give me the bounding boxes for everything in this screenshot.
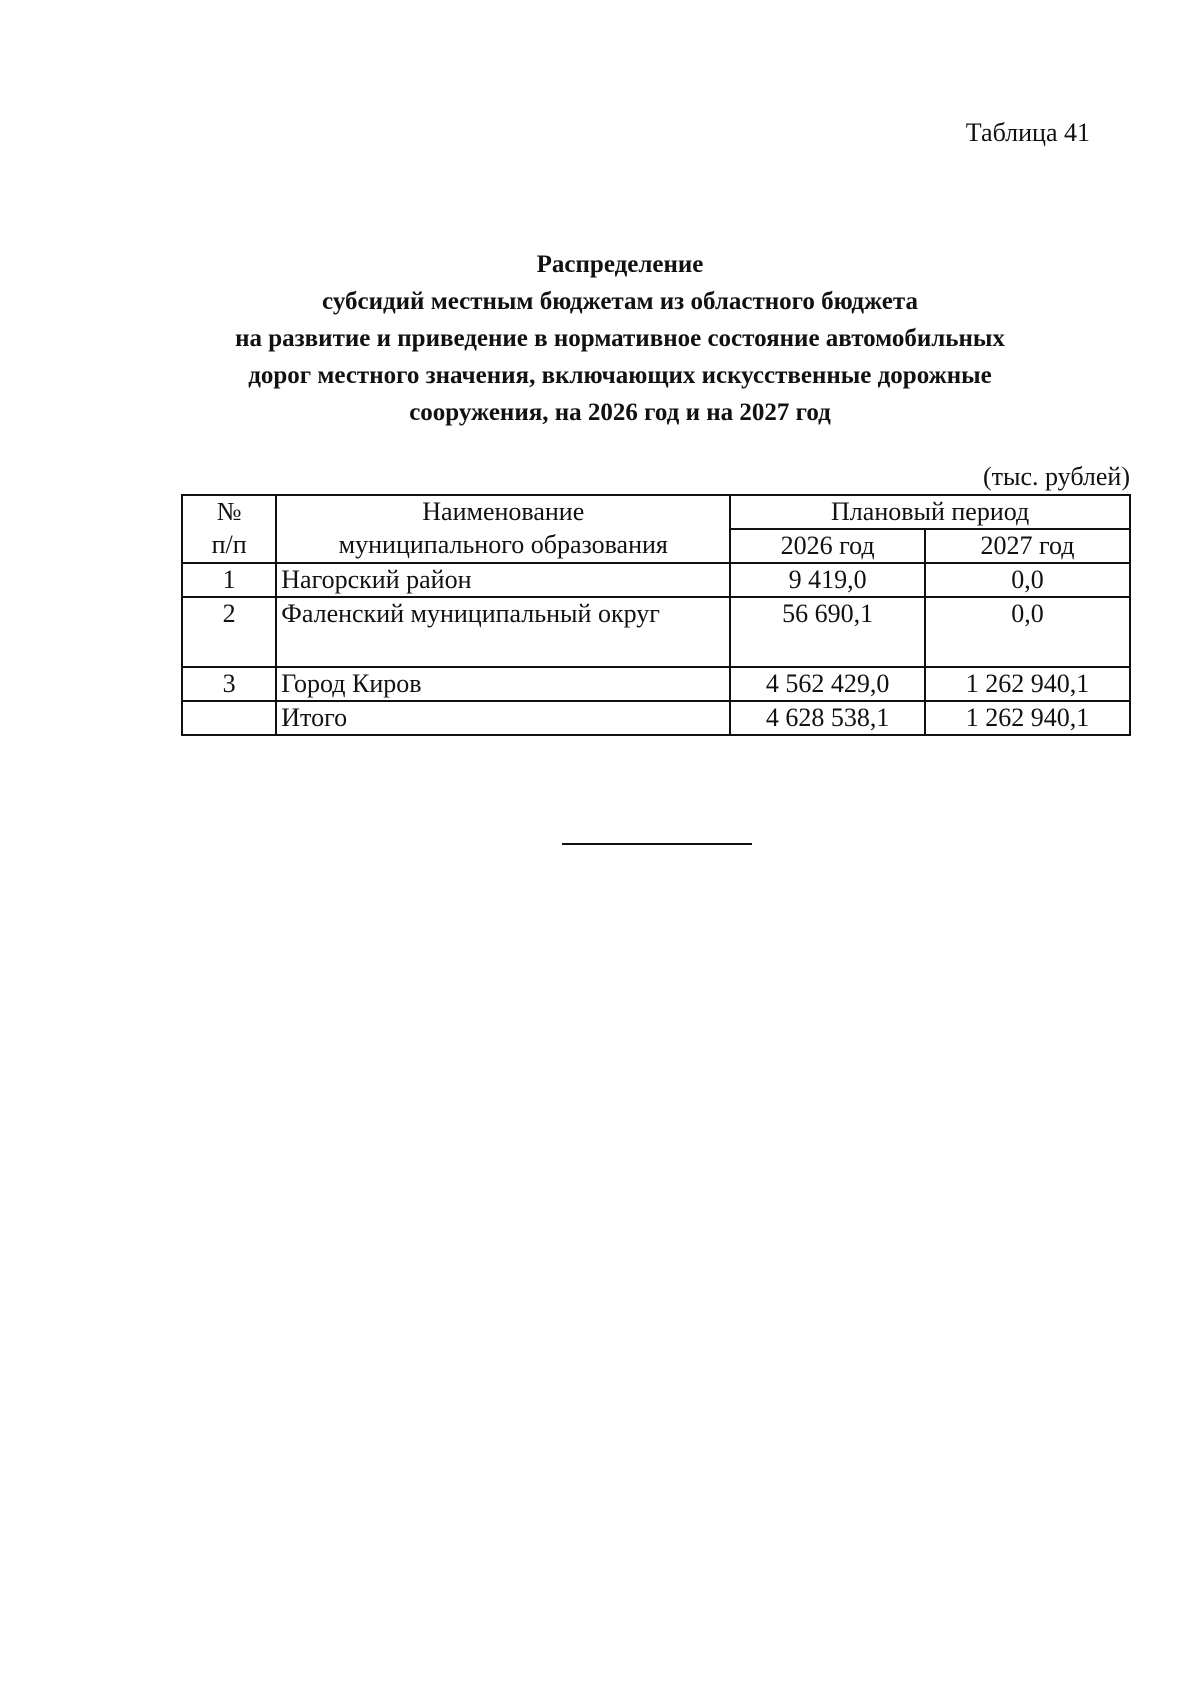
header-num-sub: п/п <box>182 529 276 563</box>
table-row <box>182 597 1130 667</box>
header-row <box>182 495 1130 529</box>
row-value-2026: 9 419,0 <box>730 563 925 597</box>
title-line: на развитие и приведение в нормативное состояние автомобильных <box>235 325 1005 352</box>
title-line: субсидий местным бюджетам из областного бюджета <box>322 288 918 315</box>
document-title <box>160 246 1080 431</box>
row-number: 1 <box>182 563 276 597</box>
header-name: Наименование <box>276 495 730 529</box>
row-value-2027: 0,0 <box>925 597 1130 667</box>
header-row <box>182 529 1130 563</box>
title-line: дорог местного значения, включающих искусственные дорожные <box>248 362 992 389</box>
table-row <box>182 667 1130 701</box>
units-label: (тыс. рублей) <box>982 462 1130 491</box>
total-row <box>182 701 1130 735</box>
row-name: Фаленский муниципальный округ <box>276 597 730 667</box>
table-number: Таблица 41 <box>965 118 1090 147</box>
header-period: Плановый период <box>730 495 1130 529</box>
header-name-sub: муниципального образования <box>276 529 730 563</box>
table-row <box>182 563 1130 597</box>
row-number: 3 <box>182 667 276 701</box>
row-value-2027: 0,0 <box>925 563 1130 597</box>
row-value-2026: 56 690,1 <box>730 597 925 667</box>
title-line: сооружения, на 2026 год и на 2027 год <box>409 399 831 426</box>
total-label: Итого <box>276 701 730 735</box>
total-value-2026: 4 628 538,1 <box>730 701 925 735</box>
header-num: № <box>182 495 276 529</box>
row-name: Город Киров <box>276 667 730 701</box>
row-number: 2 <box>182 597 276 667</box>
subsidy-table <box>181 494 1131 736</box>
row-name: Нагорский район <box>276 563 730 597</box>
end-divider <box>562 843 752 845</box>
total-value-2027: 1 262 940,1 <box>925 701 1130 735</box>
header-year-2026: 2026 год <box>730 529 925 563</box>
row-value-2027: 1 262 940,1 <box>925 667 1130 701</box>
row-value-2026: 4 562 429,0 <box>730 667 925 701</box>
total-number <box>182 701 276 735</box>
header-year-2027: 2027 год <box>925 529 1130 563</box>
title-line: Распределение <box>536 251 704 278</box>
